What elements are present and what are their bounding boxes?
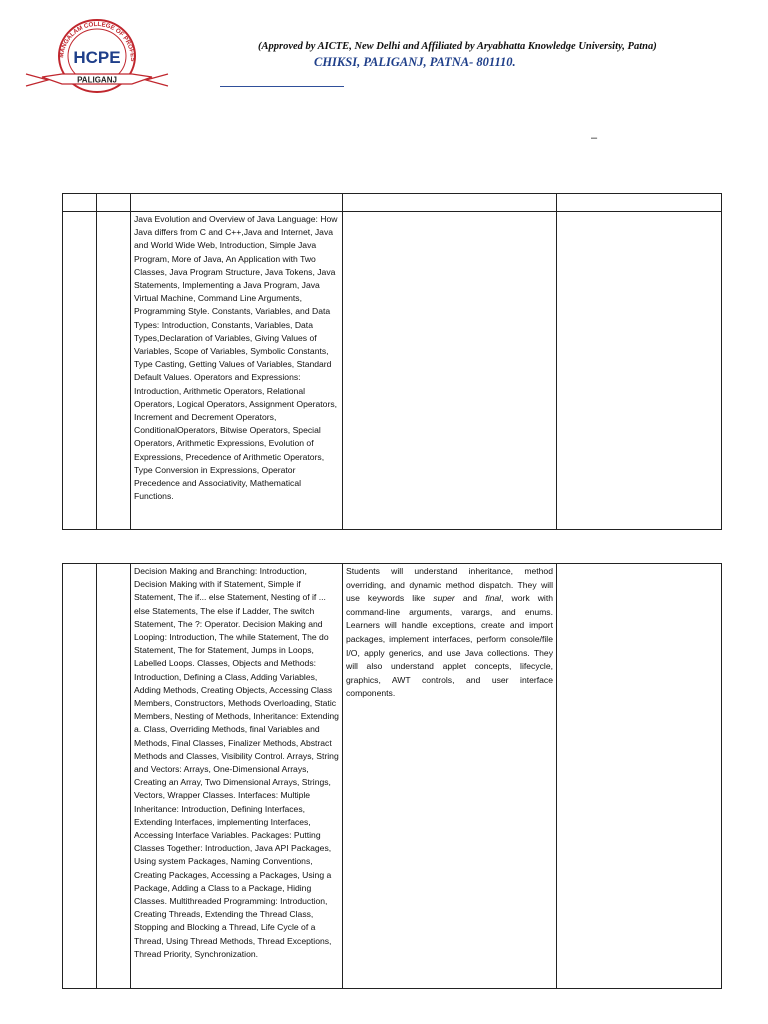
table-cell <box>131 194 343 212</box>
keyword-super: super <box>433 593 455 604</box>
table-header-row <box>63 194 722 212</box>
college-logo <box>22 14 172 96</box>
table-cell <box>63 212 97 530</box>
table-row <box>63 212 722 530</box>
table-cell <box>557 564 722 989</box>
outcome-text-and: and <box>454 593 486 604</box>
course-content-text: Decision Making and Branching: Introduction, Decision Making with if Statement, Simple if Statement, The if... else Statement, Nesting of if ... else Statements, The else if Ladder, The switch Statement, The ?: Operator. Decision Making and Looping: Introduction, The while Statement, The do Statement, The for Statement, Jumps in Loops, Labelled Loops. Classes, Objects and Methods: Introduction, Defining a Class, Adding Variables, Adding Methods, Creating Objects, Accessing Class Members, Constructors, Methods Overloading, Static Members, Nesting of Methods, Inheritance: Extending a. Class, Overriding Methods, final Variables and Methods, Final Classes, Finalizer Methods, Abstract Methods and Classes, Visibility Control. Arrays, String and Vectors: Arrays, One-Dimensional Arrays, Creating an Array, Two Dimensional Arrays, Strings, Vectors, Wrapper Classes. Interfaces: Multiple Inheritance: Introduction, Defining Interfaces, Extending Interfaces, implementing Interfaces, Accessing Interface Variables. Packages: Putting Classes Together: Introduction, Java API Packages, Using system Packages, Naming Conventions, Creating Packages, Accessing a Packages, Using a Package, Adding a Class to a Package, Hiding Classes. Multithreaded Programming: Introduction, Creating Threads, Extending the Thread Class, Stopping and Blocking a Thread, Life Cycle of a Thread, Using Thread Methods, Thread Exceptions, Thread Priority, Synchronization. <box>134 566 339 959</box>
outcome-text-part2: , work with command-line arguments, varargs, and enums. Learners will handle exceptions, create and import packages, implement interfaces, perform console/file I/O, apply generics, and use Java collections. They will also understand applet concepts, lifecycle, graphics, AWT controls, and user interface components. <box>346 593 553 699</box>
learning-outcome-cell <box>343 564 557 989</box>
table-cell <box>557 194 722 212</box>
table-cell <box>63 194 97 212</box>
logo-banner-text: PALIGANJ <box>77 75 117 85</box>
logo-ring-text: MANGALAM COLLEGE OF PROFES <box>58 20 137 62</box>
table-cell <box>97 194 131 212</box>
learning-outcome-text <box>343 564 556 703</box>
course-content-cell <box>131 212 343 530</box>
table-cell <box>97 564 131 989</box>
table-cell <box>63 564 97 989</box>
course-content-cell <box>131 564 343 989</box>
logo-initials: HCPE <box>73 48 121 67</box>
outcome-text-part1: Students will understand inheritance, method overriding, and dynamic method dispatch. They will use keywords like <box>346 566 553 604</box>
approval-line: (Approved by AICTE, New Delhi and Affiliated by Aryabhatta Knowledge University, Patna) <box>258 41 657 52</box>
keyword-final: final <box>485 593 502 604</box>
table-cell <box>557 212 722 530</box>
syllabus-table-1 <box>62 193 722 530</box>
table-cell <box>343 194 557 212</box>
syllabus-table-2 <box>62 563 722 989</box>
address-line: CHIKSI, PALIGANJ, PATNA- 801110. <box>314 55 516 69</box>
header-underline <box>220 86 344 87</box>
table-cell <box>343 212 557 530</box>
course-content-text: Java Evolution and Overview of Java Language: How Java differs from C and C++,Java and Internet, Java and World Wide Web, Introduction, Simple Java Program, More of Java, An Application with Two Classes, Java Program Structure, Java Tokens, Java Statements, Implementing a Java Program, Java Virtual Machine, Command Line Arguments, Programming Style. Constants, Variables, and Data Types: Introduction, Constants, Variables, Data Types,Declaration of Variables, Giving Values of Variables, Scope of Variables, Symbolic Constants, Type Casting, Getting Values of Variables, Standard Default Values. Operators and Expressions: Introduction, Arithmetic Operators, Relational Operators, Logical Operators, Assignment Operators, Increment and Decrement Operators, ConditionalOperators, Bitwise Operators, Special Operators, Arithmetic Expressions, Evolution of Expressions, Precedence of Arithmetic Operators, Type Conversion in Expressions, Operator Precedence and Associativity, Mathematical Functions. <box>134 214 338 502</box>
table-row <box>63 564 722 989</box>
table-cell <box>97 212 131 530</box>
dash-mark: – <box>591 132 598 144</box>
